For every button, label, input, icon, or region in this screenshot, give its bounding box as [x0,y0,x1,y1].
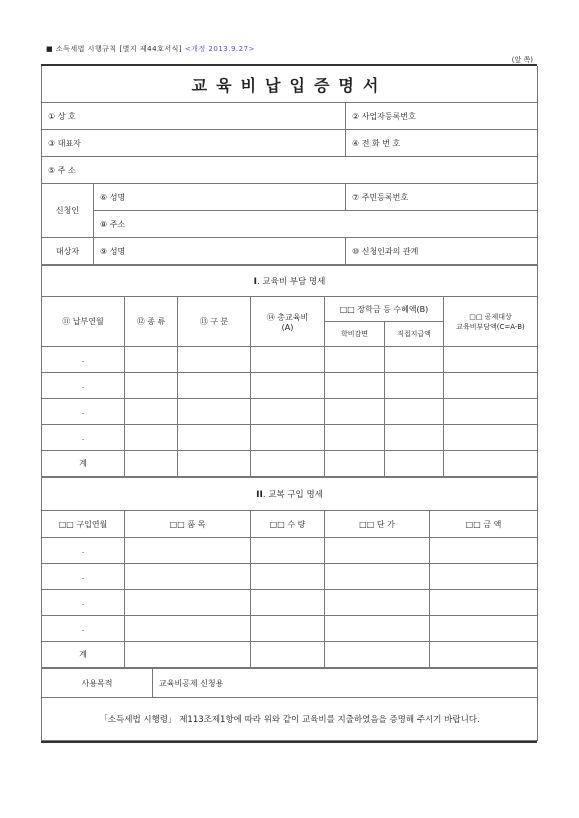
month-cell[interactable]: . [42,538,125,564]
cell[interactable] [251,642,325,668]
section1-title [42,266,538,297]
cell[interactable] [430,616,538,642]
cell[interactable] [385,451,444,477]
address-label: ⑤ 주 소 [48,165,76,175]
certificate-form [41,64,537,743]
cell[interactable] [325,564,430,590]
cell[interactable] [125,642,251,668]
address-field[interactable] [42,157,538,184]
applicant-id-label: ⑦ 주민등록번호 [352,192,409,202]
cell[interactable] [444,451,538,477]
table-row [42,590,538,616]
cell[interactable] [251,564,325,590]
education-expense-table [41,265,538,477]
cell[interactable] [125,425,178,451]
cell[interactable] [444,373,538,399]
col-scholarship: □□ 장학금 등 수혜액(B) [325,297,444,322]
total-row [42,642,538,668]
cell[interactable] [430,590,538,616]
applicant-label: 신청인 [42,184,94,238]
table-row [42,616,538,642]
month-cell[interactable]: . [42,373,125,399]
cell[interactable] [125,616,251,642]
applicant-addr-field[interactable] [94,211,538,238]
cell[interactable] [251,538,325,564]
cell[interactable] [251,590,325,616]
form-title: 교육비납입증명서 [42,66,538,103]
month-cell[interactable]: . [42,425,125,451]
cell[interactable] [430,642,538,668]
cell[interactable] [251,451,325,477]
purpose-value[interactable]: 교육비공제 신청용 [153,669,538,698]
cell[interactable] [125,347,178,373]
cell[interactable] [178,399,251,425]
section2-roman: II [256,490,263,500]
cell[interactable] [125,399,178,425]
subject-name-label: ⑨ 성명 [100,246,126,256]
month-cell[interactable]: . [42,399,125,425]
cell[interactable] [251,399,325,425]
table-row [42,425,538,451]
purpose-table [41,668,538,741]
cell[interactable] [251,347,325,373]
month-cell[interactable]: . [42,564,125,590]
cell[interactable] [385,425,444,451]
table-row [42,538,538,564]
cell[interactable] [178,373,251,399]
cell[interactable] [125,590,251,616]
phone-field[interactable] [346,130,538,157]
total-row [42,451,538,477]
col-month: ⑪ 납부연월 [42,297,125,347]
col-item: □□ 품 목 [125,511,251,538]
cell[interactable] [251,616,325,642]
subject-label: 대상자 [42,238,94,265]
subject-name-field[interactable] [94,238,346,265]
month-cell[interactable]: . [42,347,125,373]
cell[interactable] [444,399,538,425]
col-deductible-sub: 교육비부담액(C=A-B) [456,322,525,331]
applicant-name-label: ⑥ 성명 [100,192,126,202]
total-label: 계 [42,451,125,477]
revision-date: <개정 2013.9.27> [184,45,255,53]
phone-label: ④ 전 화 번 호 [352,138,401,148]
trade-name-label: ① 상 호 [48,111,76,121]
cell[interactable] [178,347,251,373]
cell[interactable] [385,399,444,425]
col-deductible-label: □□ 공제대상 [469,312,512,321]
cell[interactable] [178,425,251,451]
bullet: ■ [46,45,54,53]
cell[interactable] [430,538,538,564]
applicant-name-field[interactable] [94,184,346,211]
form-header [46,44,255,54]
cell[interactable] [325,425,385,451]
cell[interactable] [125,538,251,564]
col-direct-payment: 직접지급액 [385,322,444,347]
cell[interactable] [125,451,178,477]
representative-field[interactable] [42,130,346,157]
cell[interactable] [325,399,385,425]
cell[interactable] [125,564,251,590]
purpose-label: 사용목적 [42,669,153,698]
cell[interactable] [325,538,430,564]
table-row [42,373,538,399]
cell[interactable] [325,590,430,616]
cell[interactable] [251,425,325,451]
uniform-purchase-table [41,477,538,668]
cell[interactable] [430,564,538,590]
section1-roman: I [253,277,258,287]
cell[interactable] [385,347,444,373]
col-total-sub: (A) [281,322,294,332]
cell[interactable] [251,373,325,399]
col-total-label: ⑭ 총교육비 [266,312,309,322]
col-purchase-month: □□ 구입연월 [42,511,125,538]
cell[interactable] [444,347,538,373]
section1-title-text: . 교육비 부담 명세 [257,277,326,287]
month-cell[interactable]: . [42,590,125,616]
certification-statement: 「소득세법 시행령」 제113조제1항에 따라 위와 같이 교육비를 지출하였음을 증명해 주시기 바랍니다. [42,698,538,741]
col-amount: □□ 금 액 [430,511,538,538]
applicant-id-field[interactable] [346,184,538,211]
cell[interactable] [178,451,251,477]
relation-field[interactable] [346,238,538,265]
representative-label: ③ 대표자 [48,138,81,148]
cell[interactable] [444,425,538,451]
cell[interactable] [325,451,385,477]
col-deductible [444,297,538,347]
month-cell[interactable]: . [42,616,125,642]
cell[interactable] [325,616,430,642]
basic-info-table [41,66,538,265]
table-row [42,564,538,590]
col-tuition-reduction: 학비감면 [325,322,385,347]
law-reference: 소득세법 시행규칙 [별지 제44호서식] [55,45,183,53]
table-row [42,399,538,425]
col-kind: ⑫ 종 류 [125,297,178,347]
cell[interactable] [385,373,444,399]
table-row [42,347,538,373]
cell[interactable] [325,642,430,668]
relation-label: ⑩ 신청인과의 관계 [352,246,419,256]
cell[interactable] [125,373,178,399]
col-unit-price: □□ 단 가 [325,511,430,538]
section2-title [42,478,538,511]
total-label: 계 [42,642,125,668]
cell[interactable] [325,347,385,373]
col-quantity: □□ 수 량 [251,511,325,538]
applicant-addr-label: ⑧ 주소 [100,219,126,229]
cell[interactable] [325,373,385,399]
page-side-label: (앞 쪽) [511,56,533,64]
col-division: ⑬ 구 분 [178,297,251,347]
trade-name-field[interactable] [42,103,346,130]
biz-reg-no-label: ② 사업자등록번호 [352,111,416,121]
biz-reg-no-field[interactable] [346,103,538,130]
section2-title-text: . 교복 구입 명세 [262,490,323,500]
col-total [251,297,325,347]
